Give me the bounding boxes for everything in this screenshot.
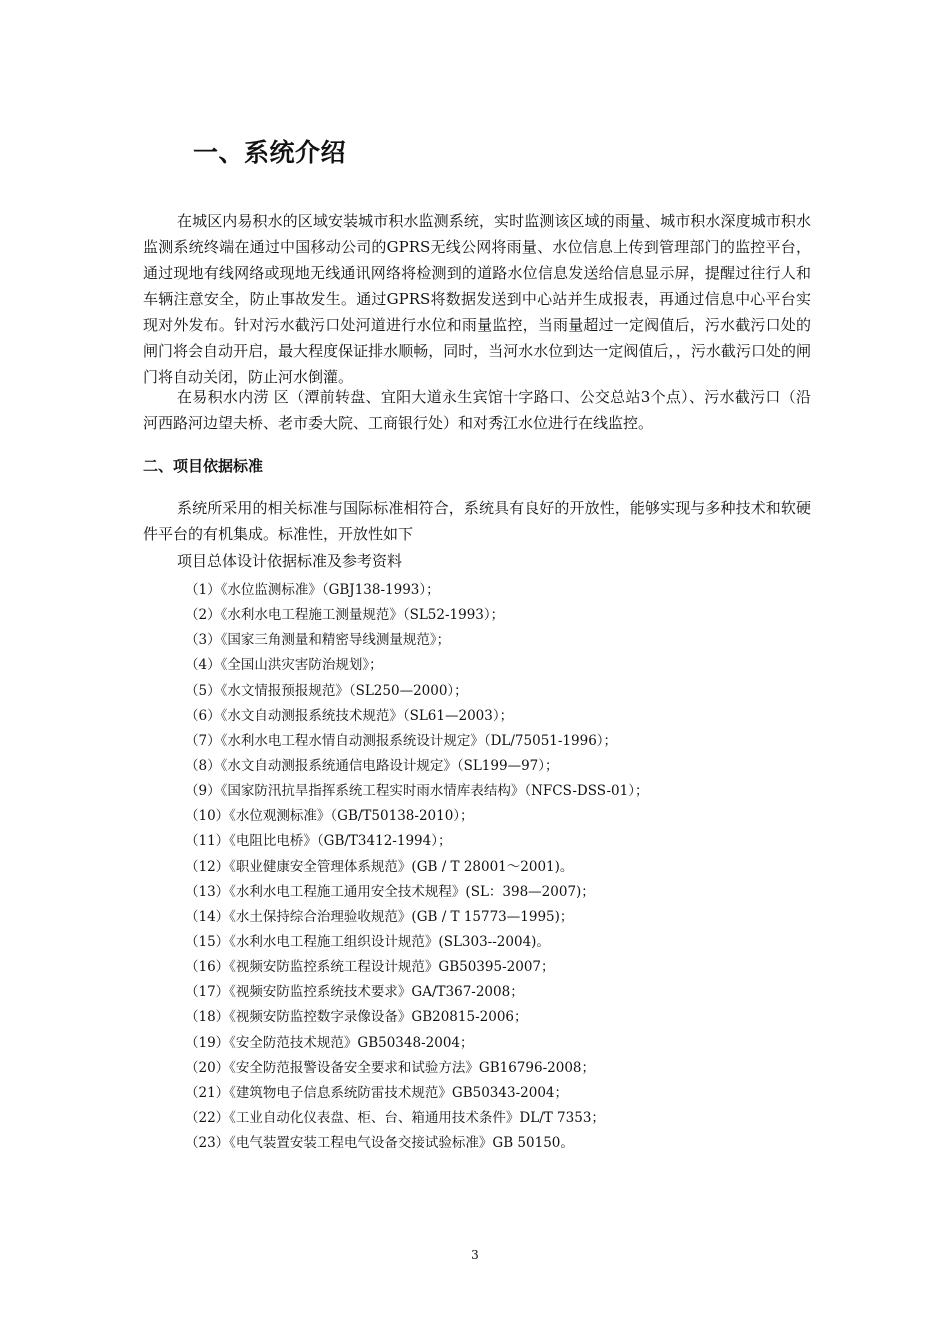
reference-item: （12）《职业健康安全管理体系规范》(GB / T 28001～2001)。 <box>185 858 574 875</box>
reference-item: （15）《水利水电工程施工组织设计规范》(SL303--2004)。 <box>185 933 550 950</box>
reference-item: （17）《视频安防监控系统技术要求》GA/T367-2008； <box>185 984 524 1001</box>
references-list <box>185 578 648 1156</box>
monitoring-sites-paragraph: 在易积水内涝 区（潭前转盘、宜阳大道永生宾馆十字路口、公交总站3个点）、污水截污口（沿河西路河边望夫桥、老市委大院、工商银行处）和对秀江水位进行在线监控。 <box>143 388 811 432</box>
reference-item: （13）《水利水电工程施工通用安全技术规程》(SL：398—2007)； <box>185 883 595 900</box>
reference-item: （16）《视频安防监控系统工程设计规范》GB50395-2007； <box>185 959 555 976</box>
intro-paragraph: 在城区内易积水的区域安装城市积水监测系统，实时监测该区域的雨量、城市积水深度城市积水监测系统终端在通过中国移动公司的GPRS无线公网将雨量、水位信息上传到管理部门的监控平台，通过现地有线网络或现地无线通讯网络将检测到的道路水位信息发送给信息显示屏，提醒过往行人和车辆注意安全，防止事故发生。通过GPRS将数据发送到中心站并生成报表，再通过信息中心平台实现对外发布。针对污水截污口处河道进行水位和雨量监控，当雨量超过一定阀值后，污水截污口处的闸门将会自动开启，最大程度保证排水顺畅，同时，当河水水位到达一定阀值后，，污水截污口处的闸门将自动关闭，防止河水倒灌。 <box>143 212 811 386</box>
reference-item: （19）《安全防范技术规范》GB50348-2004； <box>185 1034 474 1051</box>
page-number: 3 <box>471 1248 479 1262</box>
reference-item: （4）《全国山洪灾害防治规划》； <box>185 657 383 674</box>
reference-item: （10）《水位观测标准》（GB/T50138-2010）； <box>185 808 474 825</box>
reference-item: （20）《安全防范报警设备安全要求和试验方法》GB16796-2008； <box>185 1059 595 1076</box>
reference-item: （8）《水文自动测报系统通信电路设计规定》（SL199—97）； <box>185 757 559 774</box>
reference-item: （23）《电气装置安装工程电气设备交接试验标准》GB 50150。 <box>185 1135 574 1152</box>
reference-item: （6）《水文自动测报系统技术规范》（SL61—2003）； <box>185 707 514 724</box>
references-intro: 项目总体设计依据标准及参考资料 <box>177 552 403 570</box>
reference-item: （1）《水位监测标准》（GBJ138-1993）； <box>185 582 440 598</box>
reference-item: （7）《水利水电工程水情自动测报系统设计规定》（DL/75051-1996）； <box>185 732 618 749</box>
reference-item: （2）《水利水电工程施工测量规范》（SL52-1993）； <box>185 607 505 624</box>
reference-item: （5）《水文情报预报规范》（SL250—2000）； <box>185 682 468 699</box>
reference-item: （11）《电阻比电桥》（GB/T3412-1994）； <box>185 833 452 850</box>
section-1-heading: 一、系统介绍 <box>193 138 347 167</box>
reference-item: （18）《视频安防监控数字录像设备》GB20815-2006； <box>185 1009 528 1026</box>
reference-item: （3）《国家三角测量和精密导线测量规范》； <box>185 632 451 649</box>
reference-item: （14）《水土保持综合治理验收规范》(GB / T 15773—1995)； <box>185 908 574 925</box>
section-2-heading: 二、项目依据标准 <box>143 457 264 475</box>
reference-item: （21）《建筑物电子信息系统防雷技术规范》GB50343-2004； <box>185 1084 568 1101</box>
reference-item: （9）《国家防汛抗旱指挥系统工程实时雨水情库表结构》（NFCS-DSS-01）； <box>185 783 649 800</box>
reference-item: （22）《工业自动化仪表盘、柜、台、箱通用技术条件》DL/T 7353； <box>185 1109 605 1126</box>
standards-paragraph: 系统所采用的相关标准与国际标准相符合，系统具有良好的开放性，能够实现与多种技术和软硬件平台的有机集成。标准性，开放性如下 <box>143 499 811 543</box>
